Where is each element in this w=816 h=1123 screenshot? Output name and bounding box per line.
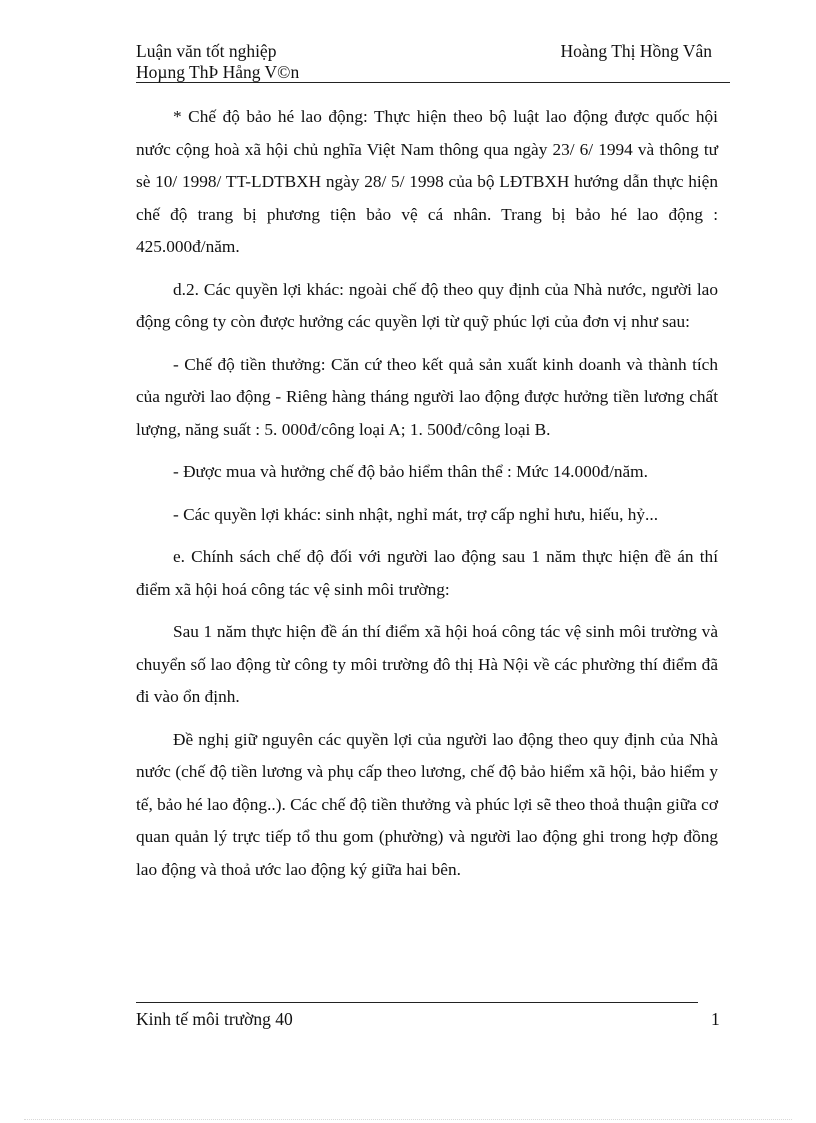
page-number: 1: [711, 1009, 720, 1029]
paragraph-labor-protection: * Chế độ bảo hé lao động: Thực hiện theo bộ luật lao động được quốc hội nước cộng hoà xã hội chủ nghĩa Việt Nam thông qua ngày 23/ 6/ 1994 và thông tư sè 10/ 1998/ TT-LDTBXH ngày 28/ 5/ 1998 của bộ LĐTBXH hướng dẫn thực hiện chế độ trang bị phương tiện bảo vệ cá nhân. Trang bị bảo hé lao động : 425.000đ/năm.: [136, 107, 718, 256]
paragraph-other-rights: - Các quyền lợi khác: sinh nhật, nghỉ mát, trợ cấp nghỉ hưu, hiếu, hỷ...: [173, 504, 659, 524]
paragraph-bonus-regime: - Chế độ tiền thưởng: Căn cứ theo kết quả sản xuất kinh doanh và thành tích của người lao động - Riêng hàng tháng người lao động được hưởng tiền lương chất lượng, năng suất : 5. 000đ/công loại A; 1. 500đ/công loại B.: [136, 354, 718, 439]
paragraph-one-year-result: Sau 1 năm thực hiện đề án thí điểm xã hội hoá công tác vệ sinh môi trường và chuyển số lao động từ công ty môi trường đô thị Hà Nội về các phường thí điểm đã đi vào ổn định.: [136, 622, 718, 706]
paragraph-policy-heading: e. Chính sách chế độ đối với người lao động sau 1 năm thực hiện đề án thí điểm xã hội hoá công tác vệ sinh môi trường:: [136, 547, 718, 599]
footer-class-label: Kinh tế môi trường 40: [136, 1009, 293, 1029]
paragraph-other-benefits: d.2. Các quyền lợi khác: ngoài chế độ theo quy định của Nhà nước, người lao động công ty còn được hưởng các quyền lợi từ quỹ phúc lợi của đơn vị như sau:: [136, 279, 718, 331]
paragraph-proposal: Đề nghị giữ nguyên các quyền lợi của người lao động theo quy định của Nhà nước (chế độ tiền lương và phụ cấp theo lương, chế độ bảo hiểm xã hội, bảo hiểm y tế, bảo hé lao động..). Các chế độ tiền thưởng và phúc lợi sẽ theo thoả thuận giữa cơ quan quản lý trực tiếp tổ thu gom (phường) và người lao động ghi trong hợp đồng lao động và thoả ước lao động ký giữa hai bên.: [136, 729, 718, 879]
header-divider: [136, 82, 730, 83]
paragraph-insurance: - Được mua và hưởng chế độ bảo hiểm thân thể : Mức 14.000đ/năm.: [173, 462, 648, 481]
header-author-name: Hoàng Thị Hồng Vân: [560, 41, 712, 61]
header-author-name-garbled: Hoµng ThÞ Hång V©n: [136, 62, 300, 82]
document-body: [136, 101, 718, 886]
header-thesis-label: Luận văn tốt nghiệp: [136, 41, 277, 61]
page-bottom-edge: [24, 1119, 792, 1120]
footer-divider: [136, 1002, 698, 1003]
